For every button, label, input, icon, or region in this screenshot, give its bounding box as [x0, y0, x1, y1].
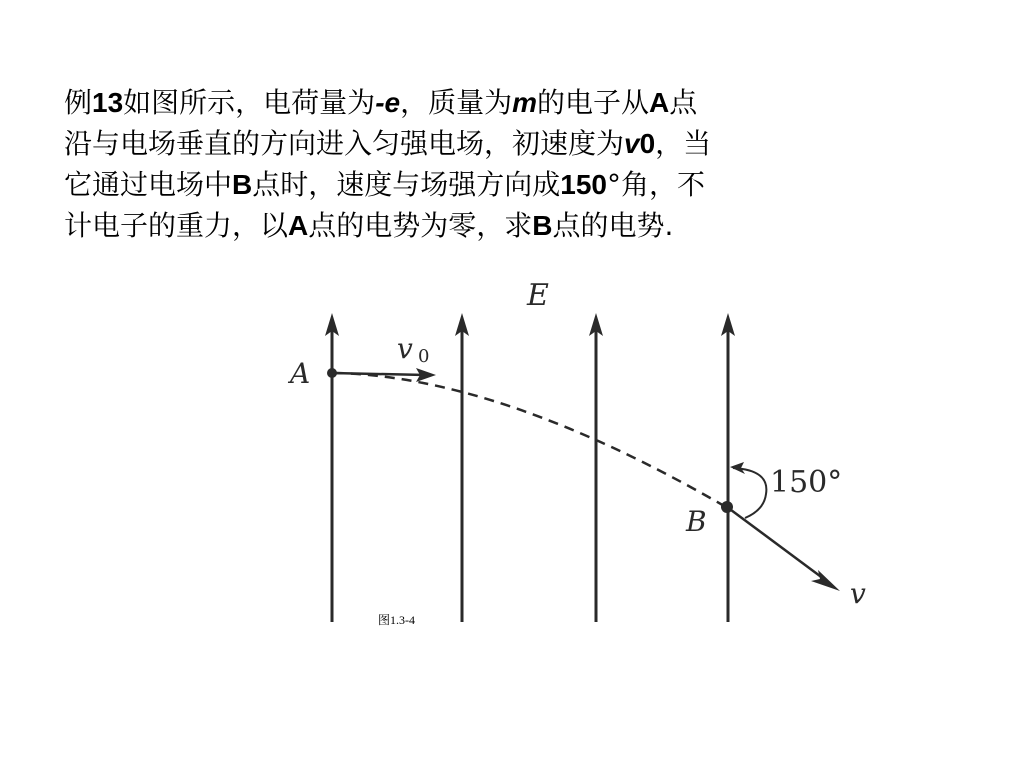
example-number: 13 [92, 87, 124, 118]
point-a-symbol: A [649, 87, 670, 118]
point-a-label: A [290, 357, 311, 390]
problem-text-segment: 点的电势为零，求 [308, 209, 533, 242]
problem-text-segment: 点的电势. [552, 209, 674, 242]
initial-velocity-arrow [332, 373, 426, 375]
velocity-symbol: v [624, 128, 640, 159]
field-lines [325, 313, 735, 622]
angle-label: 150° [770, 465, 843, 500]
initial-velocity-label [397, 332, 413, 365]
final-velocity-arrow [727, 507, 828, 582]
problem-text-segment: 点时，速度与场强方向成 [252, 168, 561, 201]
problem-text-segment: ，当 [655, 127, 712, 160]
problem-text-segment: °角，不 [606, 168, 705, 201]
field-label: E [527, 278, 549, 313]
trajectory-path [334, 373, 726, 507]
point-b-label: B [686, 505, 707, 538]
angle-arc [733, 468, 766, 518]
problem-text-segment: 点 [669, 86, 698, 119]
problem-text-segment: 的电子从 [537, 86, 650, 119]
final-velocity-label: v [850, 577, 866, 610]
figure-caption: 图1.3-4 [378, 613, 415, 627]
problem-text-segment: ，质量为 [400, 86, 513, 119]
velocity-subscript: 0 [639, 128, 656, 159]
initial-velocity-subscript: 0 [418, 346, 430, 367]
problem-text-segment: 它通过电场中 [64, 168, 233, 201]
problem-text-segment: 沿与电场垂直的方向进入匀强电场，初速度为 [64, 127, 625, 160]
problem-text-segment: 例 [64, 86, 93, 119]
point-b-symbol: B [232, 169, 253, 200]
initial-velocity-symbol: v [397, 332, 413, 365]
angle-value: 150 [560, 169, 607, 200]
point-b-symbol: B [532, 210, 553, 241]
charge-symbol: -e [375, 87, 401, 118]
point-a-symbol: A [288, 210, 309, 241]
mass-symbol: m [512, 87, 538, 118]
problem-text-segment: 如图所示，电荷量为 [123, 86, 376, 119]
angle-arc-arrowhead [730, 462, 745, 474]
problem-text-segment: 计电子的重力，以 [64, 209, 289, 242]
